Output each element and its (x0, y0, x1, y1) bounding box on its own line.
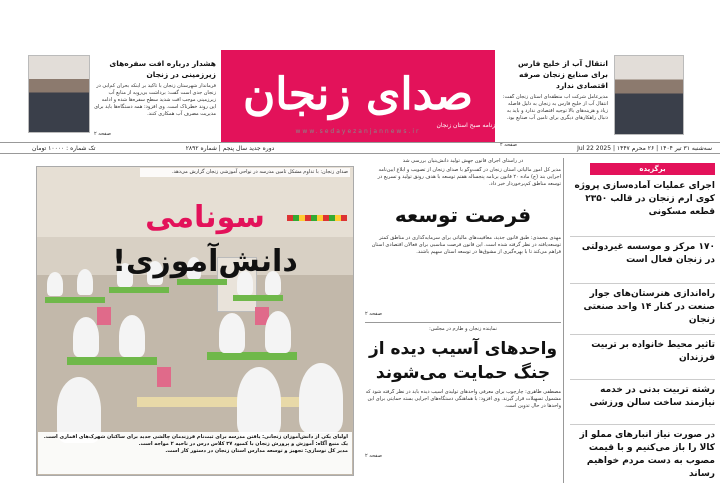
middle-story-1 (365, 158, 561, 320)
right-column (570, 180, 715, 486)
chair (97, 307, 111, 325)
student (47, 272, 63, 296)
website-url[interactable]: www.sedayezanjannews.ir (295, 128, 421, 135)
student (119, 315, 145, 357)
main-captions (38, 432, 352, 474)
top-right-photo (614, 55, 684, 135)
middle2-lede: نماینده زنجان و طارم در مجلس: (429, 326, 497, 332)
top-left-title: هشدار درباره افت سفره‌های زیرزمینی در زنجان (109, 59, 216, 79)
right-column-header: برگزیده (590, 163, 715, 175)
middle2-body: مصطفی طاهری: چارچوب برای معرفی واحدهای تولیدی آسیب دیده باید در نظر گرفته شود که مشمول تسهیلات قرار گیرند. وی افزود: با هماهنگی دستگاه‌های اجرایی بسته حمایتی برای این واحدها در حال تدوین است. (365, 389, 561, 409)
top-right-title: انتقال آب از خلیج فارس برای صنایع زنجان صرفه اقتصادی ندارد (518, 59, 608, 90)
main-caption-2: یک منبع آگاه: آموزش و پرورش زنجان با کمبود ۳۷ کلاس درس در ناحیه ۲ مواجه است. (138, 441, 348, 447)
masthead-logo: صدای زنجان (242, 69, 474, 120)
dateline-bar (0, 142, 720, 154)
top-right-page-ref[interactable]: صفحه ۲ (500, 142, 517, 148)
right-separator (570, 283, 715, 284)
right-item-3[interactable]: راه‌اندازی هنرستان‌های جوار صنعت در کنار ۱۴ واحد صنعتی زنجان (583, 289, 715, 325)
student (237, 367, 281, 437)
main-caption-3: مدیر کل نوسازی: تجهیز و توسعه مدارس استان زنجان در دستور کار است. (165, 448, 348, 454)
masthead-tagline: روزنامه صبح استان زنجان (436, 122, 501, 129)
student (73, 317, 99, 357)
middle1-headline[interactable]: فرصت توسعه (394, 203, 532, 227)
desk (67, 357, 157, 365)
top-left-page-ref[interactable]: صفحه ۲ (94, 131, 111, 137)
middle-divider (365, 322, 561, 323)
desk (233, 295, 283, 301)
right-separator (570, 379, 715, 380)
middle1-lede: در راستای اجرای قانون جهش تولید دانش‌بنیان بررسی شد (402, 158, 524, 164)
middle2-headline[interactable] (365, 337, 561, 385)
middle-story-2 (365, 326, 561, 481)
right-separator (570, 424, 715, 425)
desk (207, 352, 297, 360)
middle2-headline-line2: جنگ حمایت می‌شوند (375, 363, 551, 383)
main-lede: صدای زنجان: با تداوم مشکل تامین مدرسه در نواحی آموزشی زنجان گزارش می‌دهد. (140, 168, 350, 177)
main-headline-part1: سونامی (145, 200, 265, 235)
student (219, 313, 245, 353)
top-left-photo (28, 55, 90, 133)
middle1-intro: مدیر کل امور مالیاتی استان زنجان در گفت‌وگو با صدای زنجان از تصویب و ابلاغ آیین‌نامه اجرایی بند (ج) ماده ۲۰ قانون برنامه پنجساله هفتم توسعه با هدف رونق تولید و تسریع در توسعه مناطق کم‌برخوردار خبر داد. (377, 167, 561, 187)
top-right-body: مدیرعامل شرکت آب منطقه‌ای استان زنجان گفت: انتقال آب از خلیج فارس به زنجان به دلیل فاصله زیاد و هزینه‌های بالا توجیه اقتصادی ندارد و باید به دنبال راهکارهای دیگری برای تامین آب صنایع بود. (502, 94, 608, 121)
right-separator (570, 334, 715, 335)
desk (109, 287, 169, 293)
dateline-price: تک شماره : ۱۰۰۰۰ تومان (32, 145, 96, 152)
desk (45, 297, 105, 303)
right-item-4[interactable]: تاثیر محیط خانواده بر تربیت فرزندان (591, 340, 715, 363)
right-item-5[interactable]: رشته تربیت بدنی در خدمه نیازمند ساخت سالن ورزشی (589, 385, 715, 408)
middle2-headline-line1: واحدهای آسیب دیده از (368, 339, 558, 359)
dateline-issue: دوره جدید سال پنجم | شماره ۲۸۹۲ (185, 145, 275, 152)
student (265, 311, 291, 353)
top-right-story (500, 58, 608, 148)
middle2-page-ref[interactable]: صفحه ۲ (365, 453, 382, 459)
right-column-divider (563, 158, 564, 483)
student (299, 363, 343, 433)
top-left-story (94, 58, 216, 138)
right-separator (570, 236, 715, 237)
main-headline[interactable] (60, 196, 350, 279)
dateline-date: سه‌شنبه ۳۱ تیر ۱۴۰۴ | ۲۶ محرم ۱۴۴۷ | Jul 22 2025 (577, 145, 712, 152)
right-item-2[interactable]: ۱۷۰ مرکز و موسسه غیردولتی در زنجان فعال است (581, 242, 715, 265)
right-item-1[interactable]: اجرای عملیات آماده‌سازی پروژه کوی ارم زنجان در قالب ۲۳۵۰ قطعه مسکونی (574, 181, 715, 217)
middle1-page-ref[interactable]: صفحه ۲ (365, 311, 382, 317)
main-headline-part2: دانش‌آموزی! (112, 244, 298, 279)
main-caption-1: اولیای یکی از دانش‌آموزان زنجانی: یافتن مدرسه برای ثبت‌نام فرزندمان چالشی جدید برای ساکنان شهرک‌های اقماری است. (43, 434, 348, 440)
chair (157, 367, 171, 387)
student (77, 269, 93, 295)
top-left-body: فرماندار شهرستان زنجان با تاکید بر اینکه بحران کم‌آبی در زنجان جدی است گفت: برداشت بی‌رویه از منابع آب زیرزمینی موجب افت شدید سطح سفره‌ها شده و ادامه این روند خطرناک است. وی افزود: همه دستگاه‌ها باید برای مدیریت مصرف آب همکاری کنند. (94, 83, 216, 117)
right-item-6[interactable]: در صورت نیاز انبارهای مملو از کالا را باز می‌کنیم و با قیمت مصوب به دست مردم خواهیم رساند (579, 430, 715, 479)
middle1-body: مهدی محمدی: طبق قانون جدید، معافیت‌های مالیاتی برای سرمایه‌گذاری در مناطق کمتر توسعه‌یافته در نظر گرفته شده است. این قانون فرصت مناسبی برای فعالان اقتصادی استان فراهم می‌کند تا با بهره‌گیری از مشوق‌ها در توسعه استان سهیم باشند. (371, 235, 561, 255)
